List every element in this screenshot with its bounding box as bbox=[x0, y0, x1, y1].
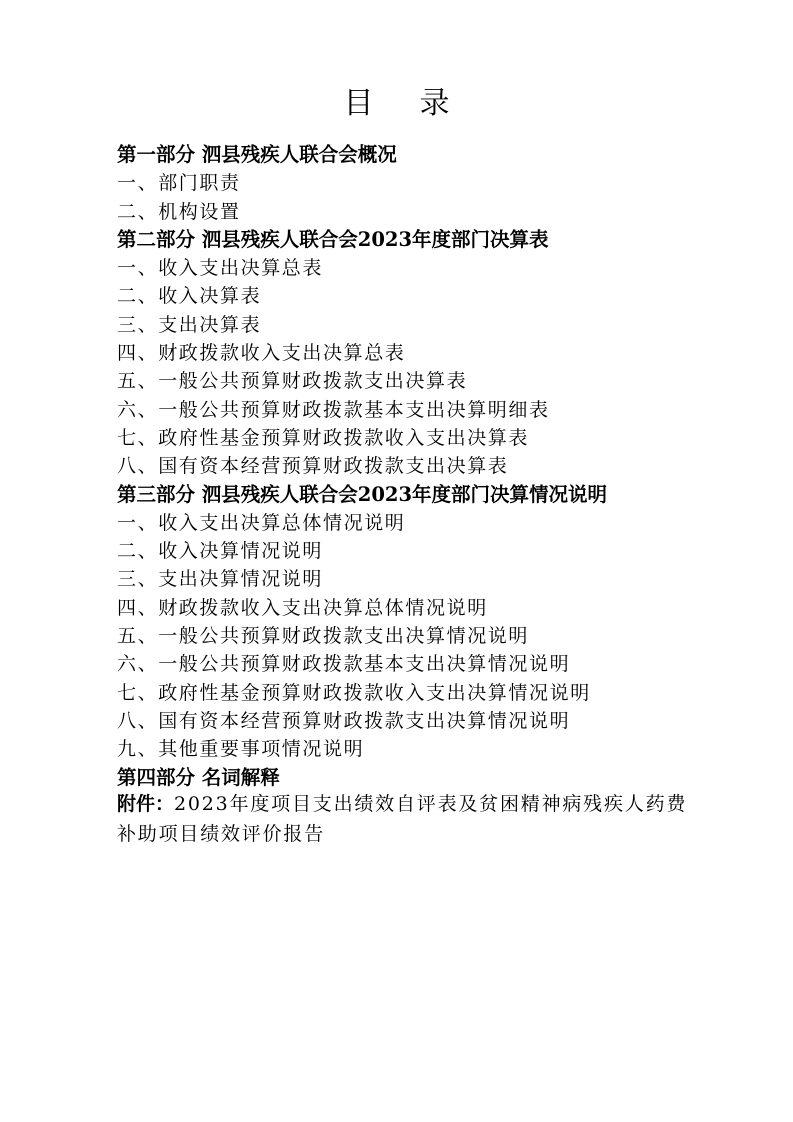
toc-item[interactable]: 六、一般公共预算财政拨款基本支出决算情况说明 bbox=[117, 653, 571, 676]
toc-item[interactable]: 一、部门职责 bbox=[117, 172, 241, 195]
table-of-contents bbox=[117, 141, 717, 792]
toc-item[interactable]: 九、其他重要事项情况说明 bbox=[117, 738, 365, 761]
toc-item[interactable]: 七、政府性基金预算财政拨款收入支出决算表 bbox=[117, 426, 530, 449]
attachment-note bbox=[117, 789, 697, 849]
toc-item[interactable]: 二、收入决算表 bbox=[117, 285, 262, 308]
page-title bbox=[0, 82, 793, 126]
toc-item[interactable]: 一、收入支出决算总表 bbox=[117, 257, 324, 280]
toc-part-4-heading[interactable]: 第四部分 名词解释 bbox=[117, 765, 280, 789]
toc-item[interactable]: 八、国有资本经营预算财政拨款支出决算表 bbox=[117, 455, 509, 478]
attachment-text[interactable]: 2023年度项目支出绩效自评表及贫困精神病残疾人药费补助项目绩效评价报告 bbox=[117, 793, 688, 845]
toc-item[interactable]: 一、收入支出决算总体情况说明 bbox=[117, 511, 406, 534]
title-char-1: 目 bbox=[343, 86, 420, 121]
toc-part-2-heading[interactable]: 第二部分 泗县残疾人联合会2023年度部门决算表 bbox=[117, 227, 549, 251]
toc-item[interactable]: 二、机构设置 bbox=[117, 200, 241, 223]
attachment-label: 附件： bbox=[117, 793, 175, 815]
toc-item[interactable]: 五、一般公共预算财政拨款支出决算情况说明 bbox=[117, 625, 530, 648]
toc-item[interactable]: 四、财政拨款收入支出决算总体情况说明 bbox=[117, 596, 488, 619]
toc-item[interactable]: 三、支出决算情况说明 bbox=[117, 568, 324, 591]
toc-item[interactable]: 五、一般公共预算财政拨款支出决算表 bbox=[117, 370, 468, 393]
toc-item[interactable]: 六、一般公共预算财政拨款基本支出决算明细表 bbox=[117, 398, 550, 421]
toc-item[interactable]: 八、国有资本经营预算财政拨款支出决算情况说明 bbox=[117, 709, 571, 732]
toc-item[interactable]: 二、收入决算情况说明 bbox=[117, 540, 324, 563]
title-char-2: 录 bbox=[419, 86, 496, 121]
toc-part-3-heading[interactable]: 第三部分 泗县残疾人联合会2023年度部门决算情况说明 bbox=[117, 482, 608, 506]
toc-item[interactable]: 七、政府性基金预算财政拨款收入支出决算情况说明 bbox=[117, 681, 591, 704]
toc-item[interactable]: 三、支出决算表 bbox=[117, 313, 262, 336]
toc-item[interactable]: 四、财政拨款收入支出决算总表 bbox=[117, 342, 406, 365]
toc-part-1-heading[interactable]: 第一部分 泗县残疾人联合会概况 bbox=[117, 143, 397, 166]
